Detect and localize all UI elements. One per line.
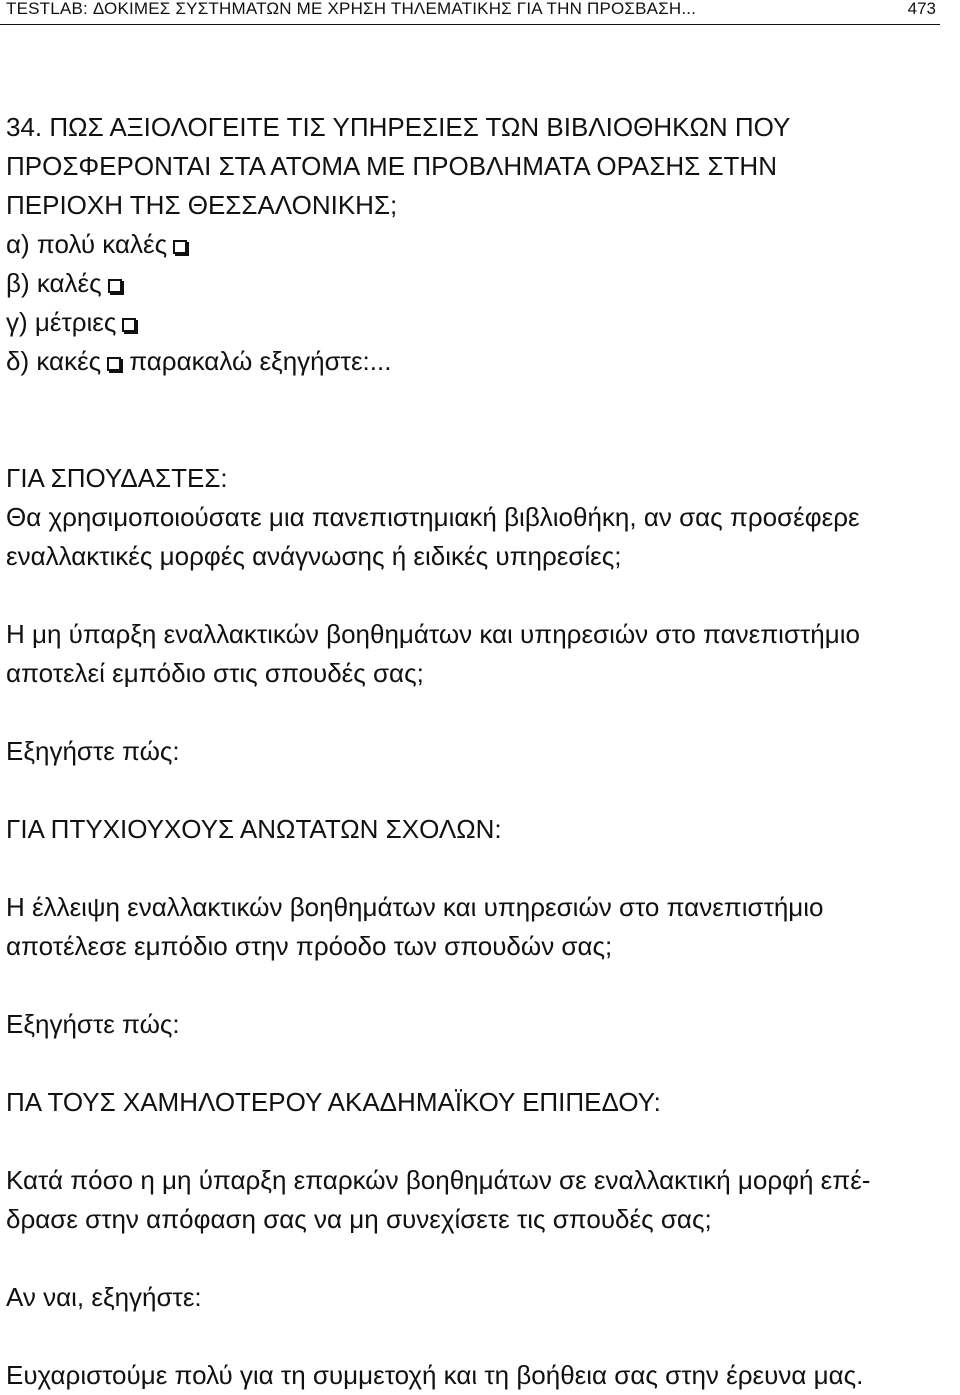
spacer xyxy=(6,381,936,420)
students-explain: Εξηγήστε πώς: xyxy=(6,736,180,766)
spacer xyxy=(6,420,936,459)
option-label: β) καλές xyxy=(6,268,102,298)
page-number: 473 xyxy=(907,0,936,18)
option-average xyxy=(6,303,936,342)
students-q1-line-2: εναλλακτικές μορφές ανάγνωσης ή ειδικές υπηρεσίες; xyxy=(6,541,622,571)
checkbox-icon[interactable] xyxy=(173,240,187,254)
lower-level-heading: ΠΑ ΤΟΥΣ ΧΑΜΗΛΟΤΕΡΟΥ ΑΚΑΔΗΜΑΪΚΟΥ ΕΠΙΠΕΔΟΥ: xyxy=(6,1087,661,1117)
graduates-heading: ΓΙΑ ΠΤΥΧΙΟΥΧΟΥΣ ΑΝΩΤΑΤΩΝ ΣΧΟΛΩΝ: xyxy=(6,814,502,844)
lower-level-q1-line-1: Κατά πόσο η μη ύπαρξη επαρκών βοηθημάτων σε εναλλακτική μορφή επέ- xyxy=(6,1165,871,1195)
checkbox-icon[interactable] xyxy=(122,318,136,332)
students-q2-line-2: αποτελεί εμπόδιο στις σπουδές σας; xyxy=(6,658,424,688)
question-34-line-1: 34. ΠΩΣ ΑΞΙΟΛΟΓΕΙΤΕ ΤΙΣ ΥΠΗΡΕΣΙΕΣ ΤΩΝ ΒΙΒΛΙΟΘΗΚΩΝ ΠΟΥ xyxy=(6,112,791,142)
closing-thanks: Ευχαριστούμε πολύ για τη συμμετοχή και τη βοήθεια σας στην έρευνα μας. xyxy=(6,1360,864,1390)
spacer xyxy=(6,1044,936,1083)
question-34-line-2: ΠΡΟΣΦΕΡΟΝΤΑΙ ΣΤΑ ΑΤΟΜΑ ΜΕ ΠΡΟΒΛΗΜΑΤΑ ΟΡΑΣΗΣ ΣΤΗΝ xyxy=(6,151,777,181)
students-q2-line-1: Η μη ύπαρξη εναλλακτικών βοηθημάτων και υπηρεσιών στο πανεπιστήμιο xyxy=(6,619,860,649)
graduates-q1-line-1: Η έλλειψη εναλλακτικών βοηθημάτων και υπηρεσιών στο πανεπιστήμιο xyxy=(6,892,824,922)
checkbox-icon[interactable] xyxy=(108,279,122,293)
spacer xyxy=(6,576,936,615)
graduates-explain: Εξηγήστε πώς: xyxy=(6,1009,180,1039)
option-label: γ) μέτριες xyxy=(6,307,117,337)
spacer xyxy=(6,1239,936,1278)
students-q1-line-1: Θα χρησιμοποιούσατε μια πανεπιστημιακή βιβλιοθήκη, αν σας προσέφερε xyxy=(6,502,860,532)
option-label: δ) κακές xyxy=(6,346,102,376)
checkbox-icon[interactable] xyxy=(107,357,121,371)
lower-level-q1-line-2: δρασε στην απόφαση σας να μη συνεχίσετε τις σπουδές σας; xyxy=(6,1204,712,1234)
header-title: TESTLAB: ΔΟΚΙΜΕΣ ΣΥΣΤΗΜΑΤΩΝ ΜΕ ΧΡΗΣΗ ΤΗΛΕΜΑΤΙΚΗΣ ΓΙΑ ΤΗΝ ΠΡΟΣΒΑΣΗ... xyxy=(6,0,697,18)
option-label: α) πολύ καλές xyxy=(6,229,168,259)
spacer xyxy=(6,693,936,732)
students-heading: ΓΙΑ ΣΠΟΥΔΑΣΤΕΣ: xyxy=(6,463,228,493)
spacer xyxy=(6,1317,936,1356)
questionnaire-content xyxy=(6,108,936,1395)
question-34-line-3: ΠΕΡΙΟΧΗ ΤΗΣ ΘΕΣΣΑΛΟΝΙΚΗΣ; xyxy=(6,190,398,220)
explain-prompt: παρακαλώ εξηγήστε:... xyxy=(129,346,392,376)
spacer xyxy=(6,966,936,1005)
spacer xyxy=(6,849,936,888)
running-header xyxy=(0,0,940,25)
option-bad xyxy=(6,342,936,381)
lower-level-explain: Αν ναι, εξηγήστε: xyxy=(6,1282,202,1312)
graduates-q1-line-2: αποτέλεσε εμπόδιο στην πρόοδο των σπουδών σας; xyxy=(6,931,613,961)
spacer xyxy=(6,1122,936,1161)
option-very-good xyxy=(6,225,936,264)
option-good xyxy=(6,264,936,303)
spacer xyxy=(6,771,936,810)
